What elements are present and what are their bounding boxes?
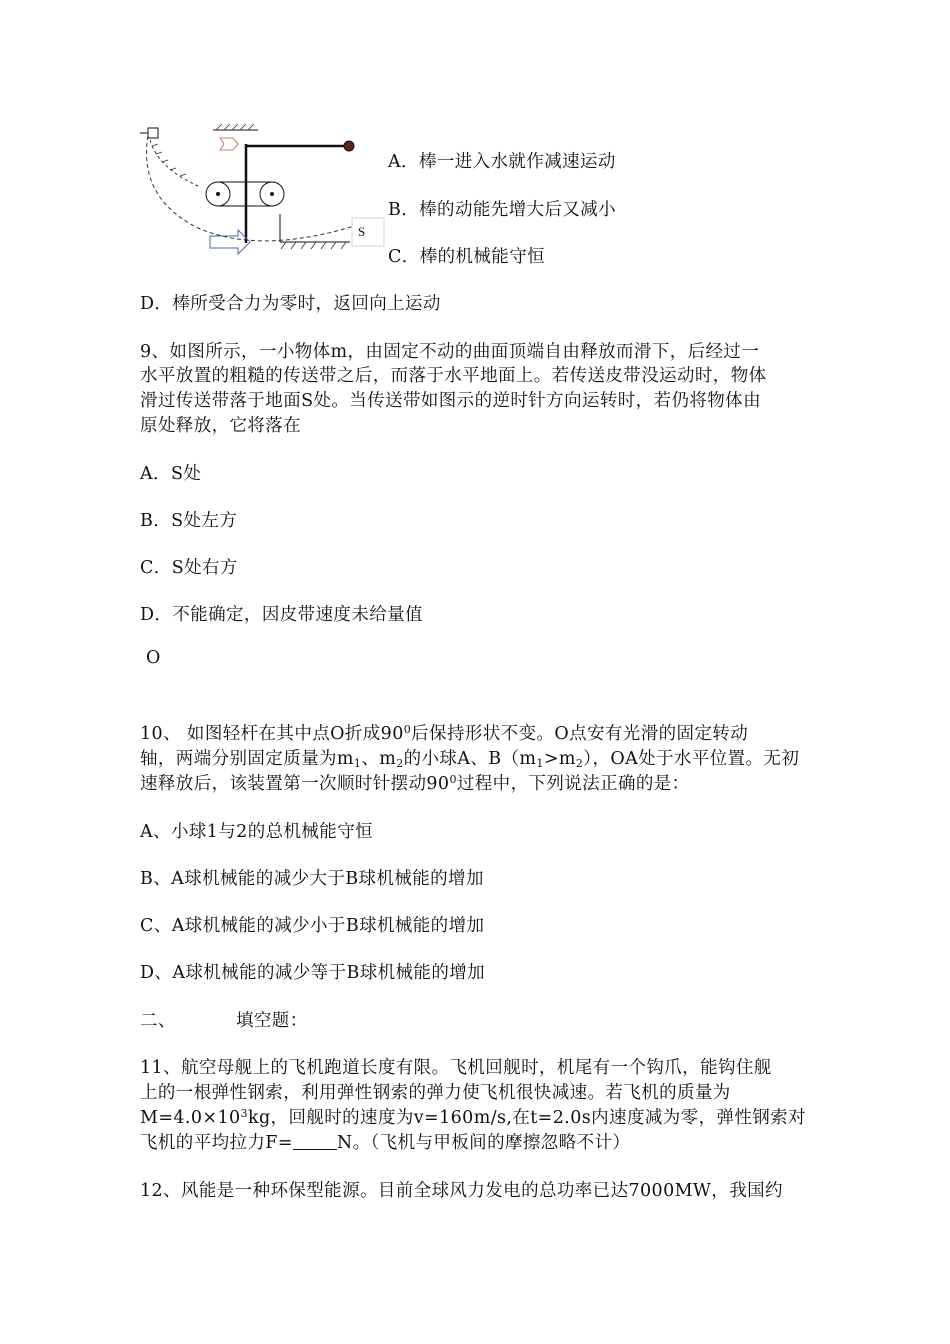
q12-line1: 12、风能是一种环保型能源。目前全球风力发电的总功率已达7000MW，我国约 [140,1181,783,1201]
arrow-top [220,138,238,150]
q11-line4: 飞机的平均拉力F= N。（飞机与甲板间的摩擦忽略不计） [140,1133,631,1153]
q10-option-b: B、A球机械能的减少大于B球机械能的增加 [140,869,484,889]
q10-option-d: D、A球机械能的减少等于B球机械能的增加 [140,963,486,983]
q8-option-b: B．棒的动能先增大后又减小 [388,200,617,220]
ground-hatching [281,242,346,249]
physics-figure [138,118,388,268]
q8-option-a: A．棒一进入水就作减速运动 [388,152,616,172]
q11-line1: 11、航空母舰上的飞机跑道长度有限。飞机回舰时，机尾有一个钩爪，能钩住舰 [140,1058,772,1078]
q10-stem-line3: 速释放后，该装置第一次顺时针摆动$90^0$过程中，下列说法正确的是： [140,773,690,794]
label-s: S [358,224,366,239]
q9-stem-line3: 滑过传送带落于地面S处。当传送带如图示的逆时针方向运转时，若仍将物体由 [140,391,761,411]
q11-line3: $M=4.0\times 10^3kg$，回舰时的速度为v=160m/s,在t=2.0s内速度减为零，弹性钢索对 [140,1107,806,1128]
section-title: 填空题： [236,1011,308,1031]
ball-end [344,141,354,151]
q9-stem-line1: 9、如图所示，一小物体m，由固定不动的曲面顶端自由释放而滑下，后经过一 [140,342,760,362]
arrow-blue [210,230,250,254]
answer-blank[interactable] [293,1133,337,1150]
q10-option-a: A、小球1与2的总机械能守恒 [140,822,374,842]
q10-option-c: C、A球机械能的减少小于B球机械能的增加 [140,916,485,936]
curved-surface [147,136,378,241]
q8-option-d: D．棒所受合力为零时，返回向上运动 [140,294,441,314]
slide-hatching [152,144,186,176]
q8-option-c: C．棒的机械能守恒 [388,247,545,267]
block-m [148,128,158,138]
q9-option-c: C．S处右方 [140,558,238,578]
q10-stem-line2: 轴，两端分别固定质量为$m_1$、$m_2$的小球A、$B(m_1>m_2)$，OA处于水平位置。无初 [140,749,800,770]
slide-curve [150,140,198,186]
q11-line2: 上的一根弹性钢索，利用弹性钢索的弹力使飞机很快减速。若飞机的质量为 [140,1083,731,1103]
section-number: 二、 [140,1011,176,1031]
q9-option-b: B．S处左方 [140,511,238,531]
q9-option-d: D．不能确定，因皮带速度未给量值 [140,605,423,625]
q9-stem-line2: 水平放置的粗糙的传送带之后，而落于水平地面上。若传送皮带没运动时，物体 [140,366,767,386]
q9-stem-line4: 原处释放，它将落在 [140,416,302,436]
ceiling-hatching [216,124,254,130]
q9-option-a: A．S处 [140,464,202,484]
q10-stem-line1: 10、 如图轻杆在其中点O折成$90^0$后保持形状不变。O点安有光滑的固定转动 [140,723,749,744]
stray-letter: O [146,648,161,668]
